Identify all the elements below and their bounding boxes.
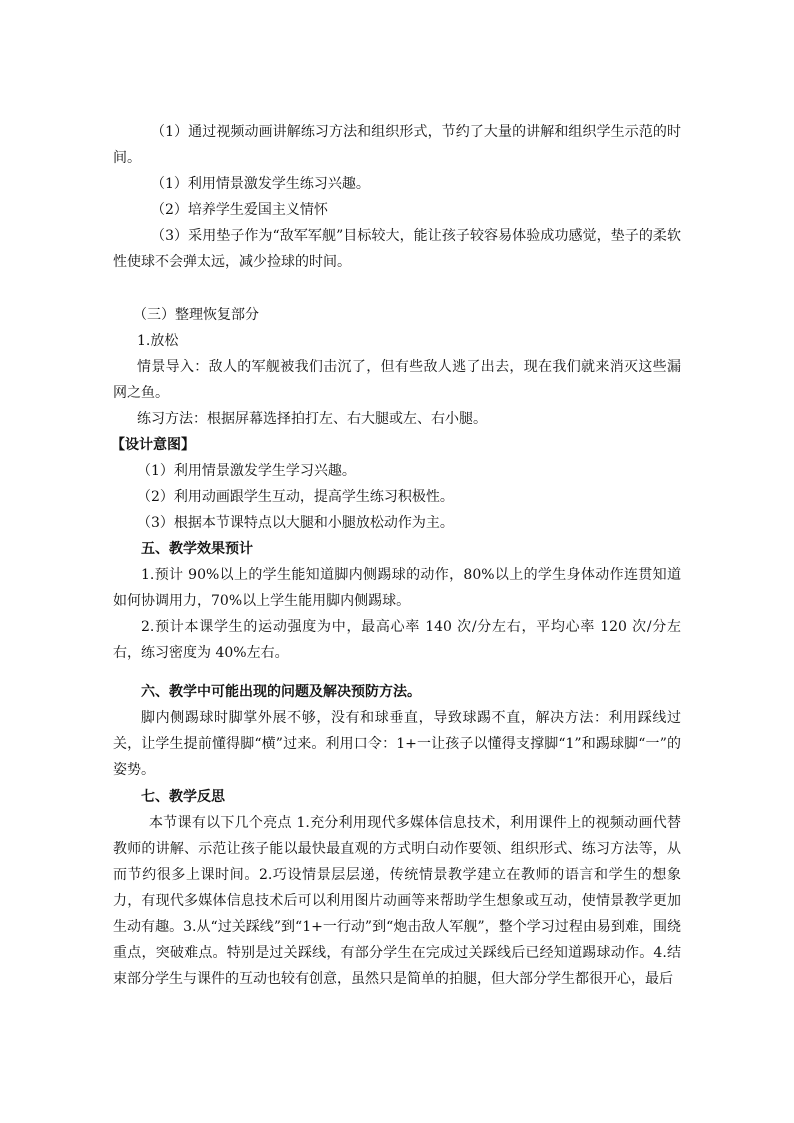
section-heading-problems: 六、教学中可能出现的问题及解决预防方法。: [141, 684, 421, 700]
design-intent-item-2: （2）利用动画跟学生互动，提高学生练习积极性。: [137, 489, 454, 505]
section-heading-reflection: 七、教学反思: [141, 789, 225, 805]
section-heading-cooldown: （三）整理恢复部分: [133, 307, 259, 323]
paragraph-interest: （1）利用情景激发学生练习兴趣。: [151, 176, 370, 192]
paragraph-problem-solution: 脚内侧踢球时脚掌外展不够，没有和球垂直，导致球踢不直，解决方法：利用踩线过关，让学生提前懂得脚“横”过来。利用口令：1+一让孩子以懂得支撑脚“1”和踢球脚“一”的姿势。: [113, 710, 681, 778]
paragraph-expected-intensity: 2.预计本课学生的运动强度为中，最高心率 140 次/分左右，平均心率 120 次/分左右，练习密度为 40%左右。: [113, 619, 681, 661]
design-intent-item-1: （1）利用情景激发学生学习兴趣。: [137, 463, 356, 479]
design-intent-item-3: （3）根据本节课特点以大腿和小腿放松动作为主。: [137, 515, 454, 531]
paragraph-reflection: 本节课有以下几个亮点 1.充分利用现代多媒体信息技术，利用课件上的视频动画代替教师的讲解、示范让孩子能以最快最直观的方式明白动作要领、组织形式、练习方法等，从而节约很多上课时间。2.巧设情景层层递，传统情景教学建立在教师的语言和学生的想象力，有现代多媒体信息技术后可以利用图片动画等来帮助学生想象或互动，使情景教学更加生动有趣。3.从“过关踩线”到“1+一行动”到“炮击敌人军舰”，整个学习过程由易到难，围绕重点，突破难点。特别是过关踩线，有部分学生在完成过关踩线后已经知道踢球动作。4.结束部分学生与课件的互动也较有创意，虽然只是简单的拍腿，但大部分学生都很开心，最后: [113, 815, 681, 987]
design-intent-heading: 【设计意图】: [111, 437, 195, 453]
paragraph-patriotism: （2）培养学生爱国主义情怀: [151, 202, 328, 218]
paragraph-mat-target: （3）采用垫子作为“敌军军舰”目标较大，能让孩子较容易体验成功感觉，垫子的柔软性使球不会弹太远，减少捡球的时间。: [113, 228, 681, 270]
list-item-relax: 1.放松: [137, 333, 179, 349]
paragraph-scenario-intro: 情景导入：敌人的军舰被我们击沉了，但有些敌人逃了出去，现在我们就来消灭这些漏网之鱼。: [113, 359, 681, 401]
paragraph-video-animation: （1）通过视频动画讲解练习方法和组织形式，节约了大量的讲解和组织学生示范的时间。: [113, 124, 681, 166]
paragraph-expected-skill: 1.预计 90%以上的学生能知道脚内侧踢球的动作，80%以上的学生身体动作连贯知道如何协调用力，70%以上学生能用脚内侧踢球。: [113, 567, 681, 609]
section-heading-expected-results: 五、教学效果预计: [141, 541, 253, 557]
paragraph-practice-method: 练习方法：根据屏幕选择拍打左、右大腿或左、右小腿。: [137, 411, 487, 427]
